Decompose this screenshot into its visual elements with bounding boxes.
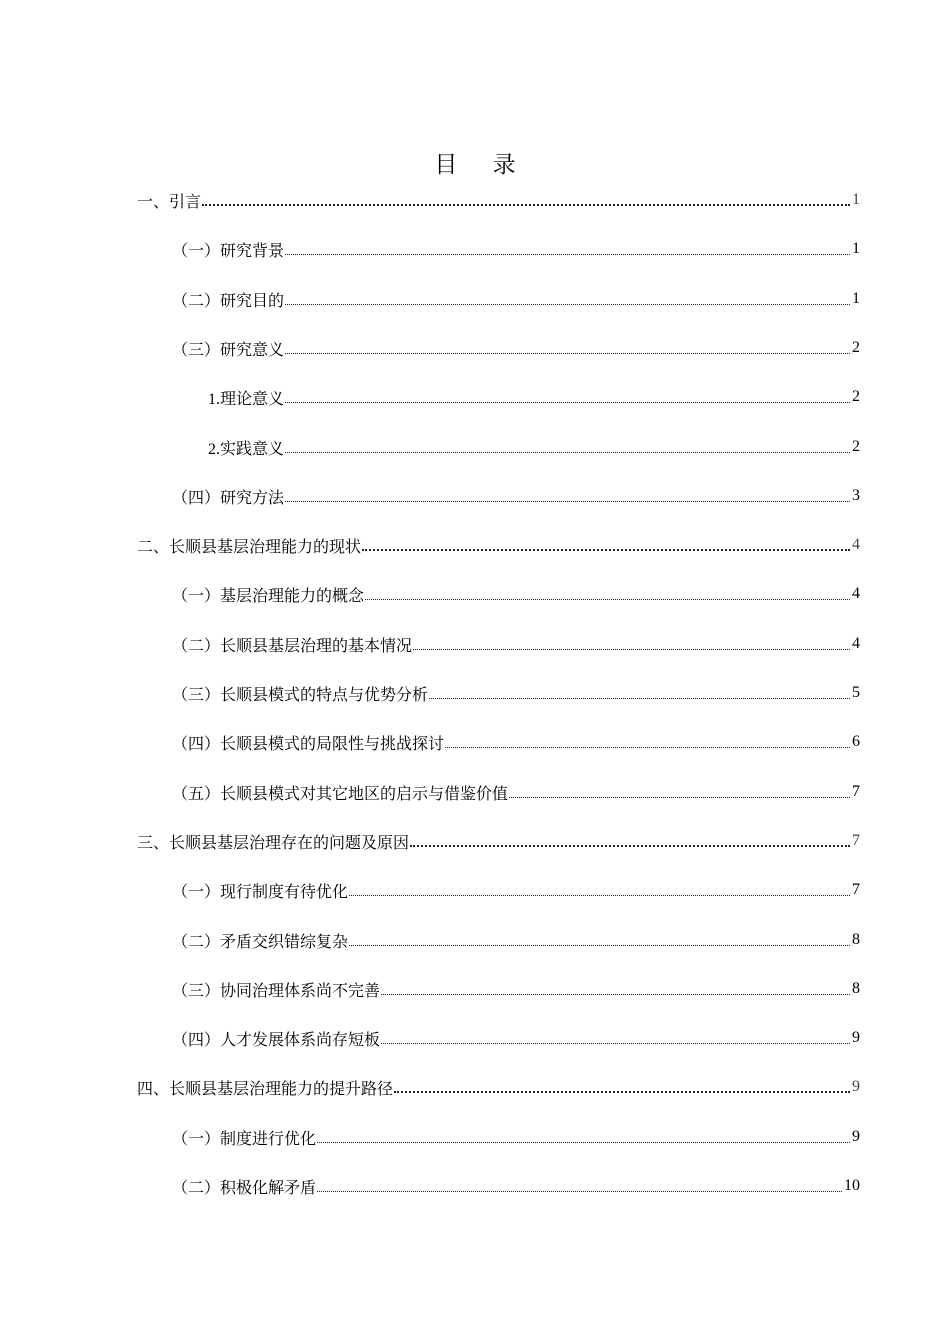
- toc-entry[interactable]: [172, 233, 860, 265]
- toc-entry-page-number: 3: [852, 487, 860, 504]
- toc-entry-label: （五）长顺县模式对其它地区的启示与借鉴价值: [172, 785, 509, 803]
- toc-dot-leader: [365, 599, 850, 600]
- toc-entry-label: 二、长顺县基层治理能力的现状: [137, 538, 362, 556]
- toc-dot-leader: [285, 402, 850, 403]
- toc-entry-page-number: 7: [852, 832, 860, 849]
- toc-entry[interactable]: [172, 332, 860, 364]
- toc-entry-page-number: 6: [852, 733, 860, 750]
- toc-entry-page-number: 5: [852, 684, 860, 701]
- toc-dot-leader: [509, 797, 850, 798]
- toc-dot-leader: [202, 204, 850, 206]
- toc-dot-leader: [317, 1191, 842, 1192]
- toc-dot-leader: [381, 1043, 850, 1044]
- toc-entry[interactable]: [172, 1121, 860, 1153]
- toc-entry[interactable]: [172, 1170, 860, 1202]
- toc-entry-label: （二）研究目的: [172, 292, 285, 310]
- toc-entry-page-number: 7: [852, 881, 860, 898]
- toc-entry-label: 2.实践意义: [208, 440, 285, 458]
- toc-entry[interactable]: [172, 726, 860, 758]
- toc-entry[interactable]: [172, 874, 860, 906]
- toc-entry-page-number: 4: [852, 585, 860, 602]
- toc-entry[interactable]: [172, 924, 860, 956]
- toc-dot-leader: [410, 845, 850, 847]
- toc-dot-leader: [413, 649, 850, 650]
- toc-entry-page-number: 1: [852, 240, 860, 257]
- toc-entry-page-number: 2: [852, 438, 860, 455]
- toc-entry-label: （二）积极化解矛盾: [172, 1179, 317, 1197]
- toc-entry-label: （一）研究背景: [172, 242, 285, 260]
- toc-entry-label: （二）矛盾交织错综复杂: [172, 933, 349, 951]
- toc-entry-page-number: 1: [852, 191, 860, 208]
- toc-entry-page-number: 4: [852, 536, 860, 553]
- toc-entry[interactable]: [137, 1071, 860, 1103]
- toc-entry[interactable]: [172, 628, 860, 660]
- toc-entry[interactable]: [172, 578, 860, 610]
- toc-entry[interactable]: [172, 1022, 860, 1054]
- toc-entry-label: （四）人才发展体系尚存短板: [172, 1031, 381, 1049]
- toc-entry-page-number: 2: [852, 339, 860, 356]
- toc-dot-leader: [445, 747, 850, 748]
- toc-dot-leader: [285, 254, 850, 255]
- toc-dot-leader: [349, 895, 850, 896]
- toc-entry-page-number: 9: [852, 1029, 860, 1046]
- toc-entry-label: （二）长顺县基层治理的基本情况: [172, 637, 413, 655]
- toc-entry-label: （三）长顺县模式的特点与优势分析: [172, 686, 429, 704]
- toc-dot-leader: [429, 698, 850, 699]
- toc-entry-page-number: 7: [852, 783, 860, 800]
- toc-dot-leader: [362, 549, 850, 551]
- toc-entry-page-number: 10: [844, 1177, 860, 1194]
- toc-entry[interactable]: [172, 677, 860, 709]
- toc-entry-label: （一）基层治理能力的概念: [172, 587, 365, 605]
- toc-entry-label: （一）制度进行优化: [172, 1130, 317, 1148]
- toc-entry-label: 四、长顺县基层治理能力的提升路径: [137, 1080, 394, 1098]
- toc-entry-page-number: 2: [852, 388, 860, 405]
- toc-entry[interactable]: [172, 283, 860, 315]
- toc-dot-leader: [394, 1091, 850, 1093]
- toc-entry[interactable]: [172, 973, 860, 1005]
- toc-entry-label: （一）现行制度有待优化: [172, 883, 349, 901]
- toc-entry[interactable]: [208, 381, 860, 413]
- toc-dot-leader: [317, 1142, 850, 1143]
- toc-dot-leader: [285, 304, 850, 305]
- toc-entry-page-number: 1: [852, 290, 860, 307]
- toc-entry[interactable]: [137, 184, 860, 216]
- toc-entry[interactable]: [137, 529, 860, 561]
- toc-entry-label: （四）研究方法: [172, 489, 285, 507]
- toc-entry-page-number: 4: [852, 635, 860, 652]
- toc-entry-label: 一、引言: [137, 193, 202, 211]
- toc-entry-page-number: 8: [852, 931, 860, 948]
- toc-entry-page-number: 9: [852, 1078, 860, 1095]
- toc-entry-page-number: 8: [852, 980, 860, 997]
- toc-entry-label: （三）研究意义: [172, 341, 285, 359]
- toc-entry-label: （三）协同治理体系尚不完善: [172, 982, 381, 1000]
- toc-entry[interactable]: [208, 431, 860, 463]
- toc-entry-label: 1.理论意义: [208, 390, 285, 408]
- toc-dot-leader: [349, 945, 850, 946]
- toc-entry[interactable]: [172, 776, 860, 808]
- toc-entry[interactable]: [137, 825, 860, 857]
- toc-dot-leader: [285, 501, 850, 502]
- toc-title: 目 录: [434, 152, 530, 178]
- toc-entry-page-number: 9: [852, 1128, 860, 1145]
- toc-entry-label: （四）长顺县模式的局限性与挑战探讨: [172, 735, 445, 753]
- toc-dot-leader: [381, 994, 850, 995]
- toc-dot-leader: [285, 353, 850, 354]
- toc-entry[interactable]: [172, 480, 860, 512]
- toc-entry-label: 三、长顺县基层治理存在的问题及原因: [137, 834, 410, 852]
- toc-dot-leader: [285, 452, 850, 453]
